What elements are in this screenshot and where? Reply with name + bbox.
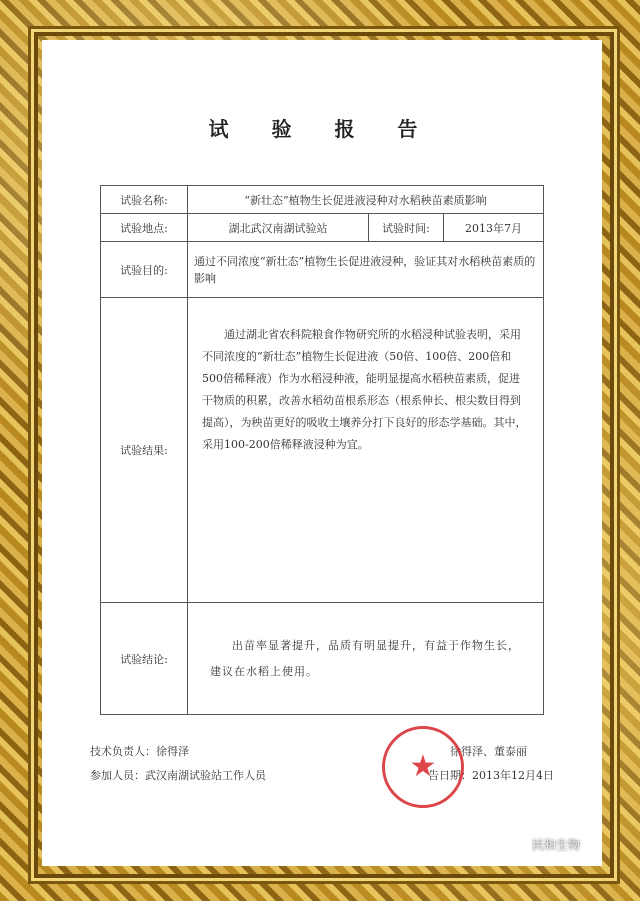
report-date: 告日期：2013年12月4日 (428, 769, 554, 782)
certificate-paper (42, 40, 602, 866)
test-place-label: 试验地点: (101, 214, 188, 242)
test-purpose-label: 试验目的: (101, 242, 188, 298)
participants: 参加人员：武汉南湖试验站工作人员 (90, 769, 266, 782)
reporters: 徐得泽、董泰丽 (450, 745, 527, 758)
test-conclusion-value: 出苗率显著提升，品质有明显提升，有益于作物生长，建议在水稻上使用。 (188, 603, 544, 715)
test-time-value: 2013年7月 (444, 214, 544, 242)
test-name-label: 试验名称: (101, 186, 188, 214)
row-test-conclusion (101, 603, 544, 715)
row-test-purpose (101, 242, 544, 298)
test-conclusion-label: 试验结论: (101, 603, 188, 715)
row-test-name (101, 186, 544, 214)
row-test-place (101, 214, 544, 242)
watermark-logo: 民和生物 (532, 838, 581, 852)
test-purpose-value: 通过不同浓度“新壮态”植物生长促进液浸种，验证其对水稻秧苗素质的影响 (188, 242, 544, 298)
test-result-label: 试验结果: (101, 298, 188, 603)
test-result-value: 通过湖北省农科院粮食作物研究所的水稻浸种试验表明，采用不同浓度的“新壮态”植物生长促进液（50倍、100倍、200倍和500倍稀释液）作为水稻浸种液，能明显提高水稻秧苗素质，促进干物质的积累，改善水稻幼苗根系形态（根系伸长、根尖数目得到提高），为秧苗更好的吸收土壤养分打下良好的形态学基础。其中，采用100-200倍稀释液浸种为宜。 (188, 298, 544, 603)
star-icon: ★ (409, 749, 437, 784)
row-test-result (101, 298, 544, 603)
test-time-label: 试验时间: (369, 214, 444, 242)
report-table (100, 185, 544, 715)
page-title: 试 验 报 告 (208, 117, 436, 141)
official-seal (382, 726, 464, 808)
test-name-value: “新壮态”植物生长促进液浸种对水稻秧苗素质影响 (188, 186, 544, 214)
tech-lead: 技术负责人：徐得泽 (90, 745, 189, 758)
test-place-value: 湖北武汉南湖试验站 (188, 214, 369, 242)
